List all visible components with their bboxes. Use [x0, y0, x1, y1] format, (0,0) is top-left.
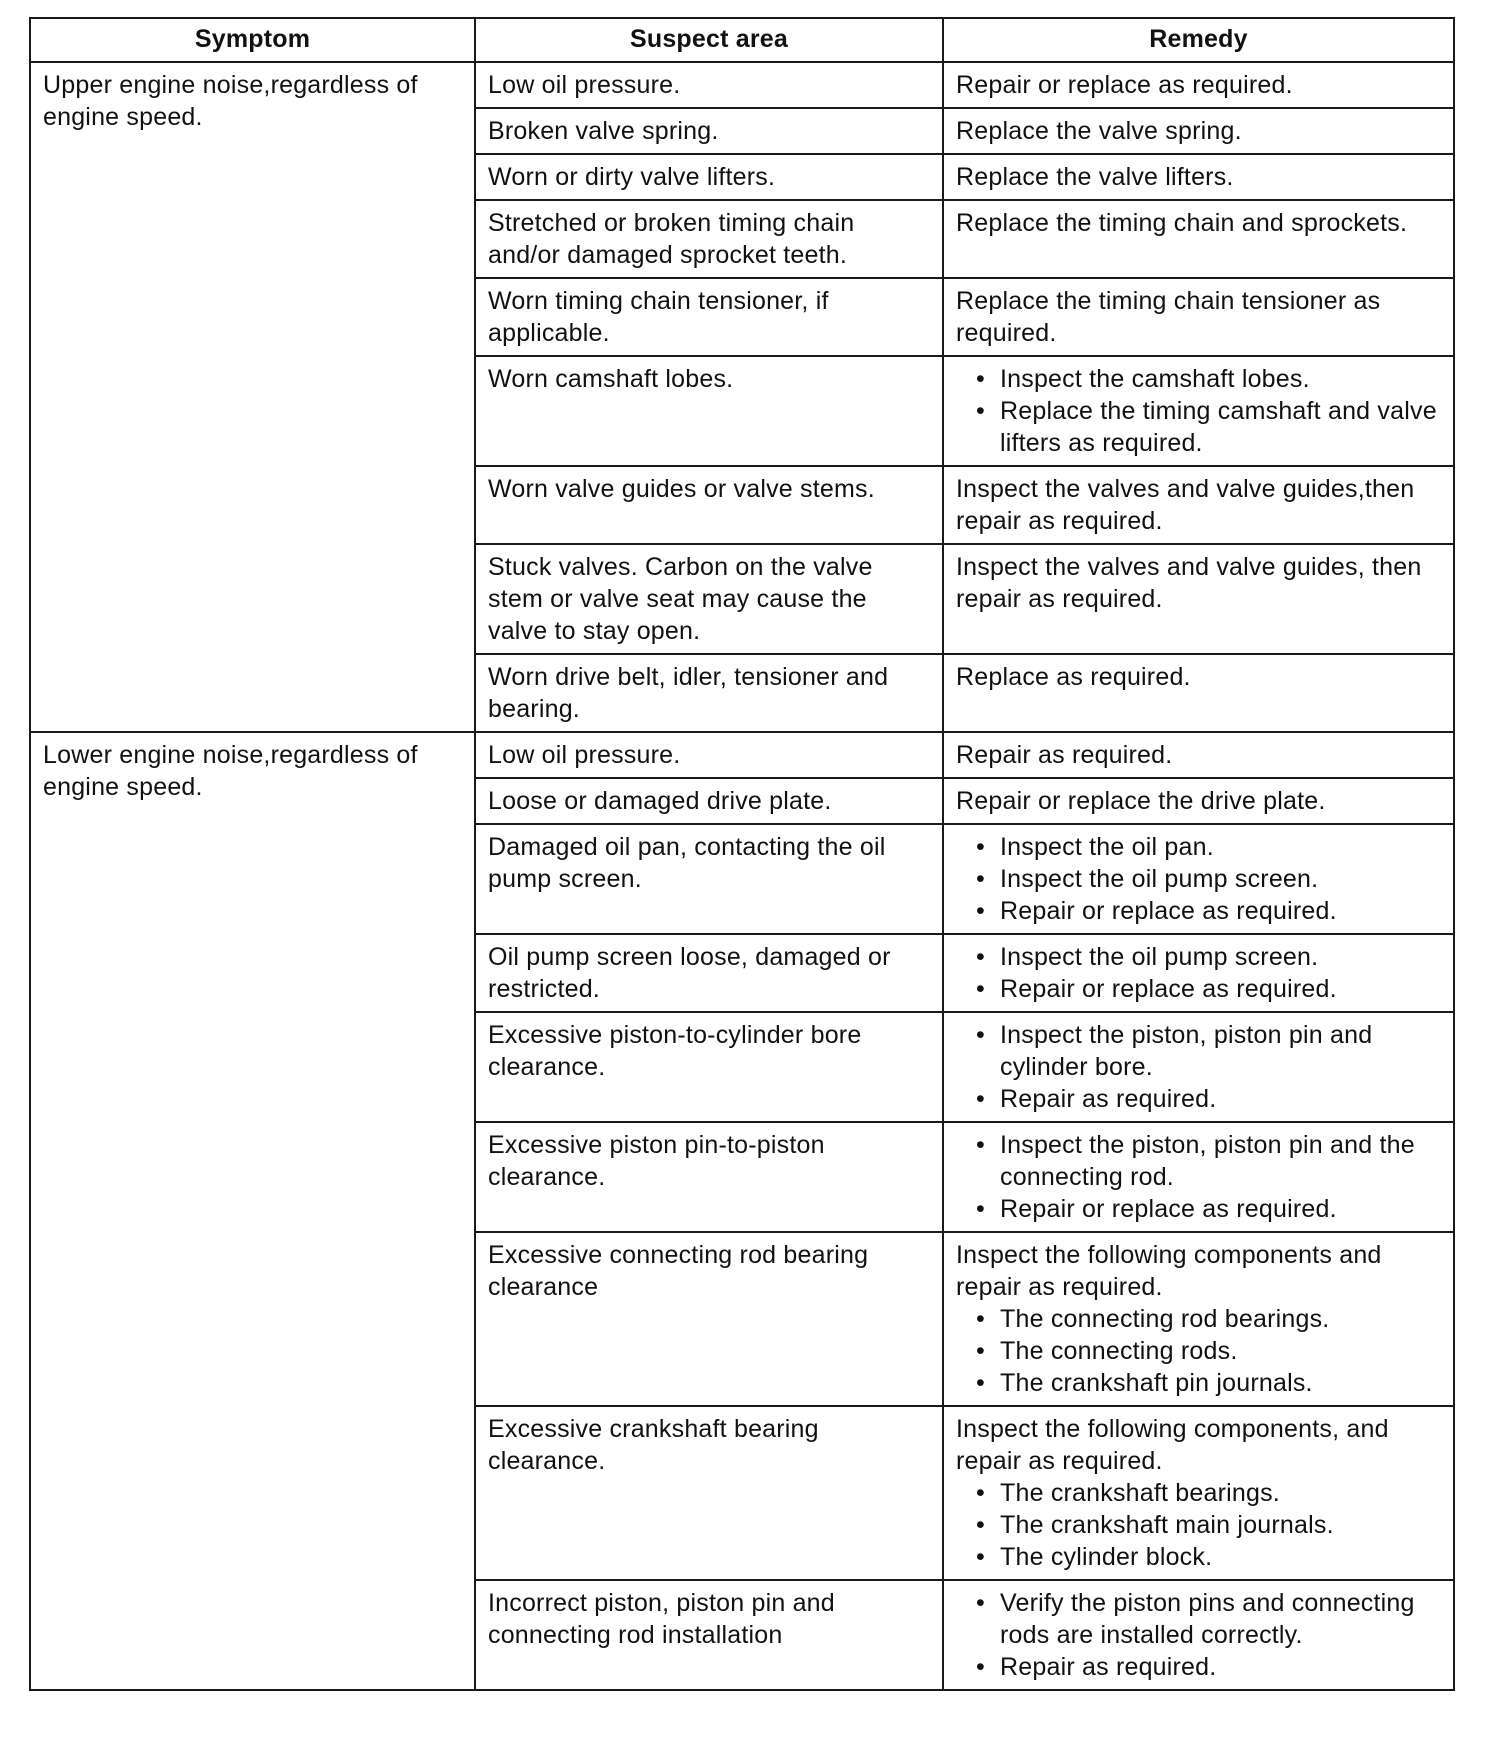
remedy-text: Replace the valve lifters.	[956, 163, 1234, 191]
bullet-icon: •	[976, 943, 985, 971]
remedy-bullet-text: The cylinder block.	[1000, 1543, 1213, 1571]
remedy-bullet-text: Repair as required.	[1000, 1653, 1217, 1681]
remedy-bullet-item	[972, 1587, 1441, 1651]
remedy-bullet-text: Inspect the oil pump screen.	[1000, 865, 1319, 893]
remedy-text: Repair or replace the drive plate.	[956, 787, 1326, 815]
remedy-bullet-item	[972, 1019, 1441, 1083]
bullet-icon: •	[976, 1131, 985, 1159]
bullet-icon: •	[976, 1085, 985, 1113]
remedy-text: Inspect the following components and repair as required.	[956, 1241, 1382, 1301]
symptom-cell: Upper engine noise,regardless of engine speed.	[30, 62, 475, 732]
remedy-bullet-text: Replace the timing camshaft and valve lifters as required.	[1000, 397, 1437, 457]
remedy-bullet-item	[972, 863, 1441, 895]
bullet-icon: •	[976, 1511, 985, 1539]
bullet-icon: •	[976, 897, 985, 925]
remedy-bullet-list	[956, 941, 1441, 1005]
remedy-cell	[943, 154, 1454, 200]
remedy-cell	[943, 200, 1454, 278]
bullet-icon: •	[976, 1195, 985, 1223]
suspect-area-cell: Excessive piston pin-to-piston clearance.	[475, 1122, 943, 1232]
suspect-area-cell: Worn timing chain tensioner, if applicable.	[475, 278, 943, 356]
symptom-cell: Lower engine noise,regardless of engine speed.	[30, 732, 475, 1690]
remedy-cell	[943, 1580, 1454, 1690]
remedy-bullet-item	[972, 1477, 1441, 1509]
remedy-bullet-item	[972, 831, 1441, 863]
remedy-bullet-text: Inspect the piston, piston pin and cylinder bore.	[1000, 1021, 1373, 1081]
remedy-cell	[943, 778, 1454, 824]
remedy-bullet-item	[972, 1335, 1441, 1367]
bullet-icon: •	[976, 1589, 985, 1617]
bullet-icon: •	[976, 1305, 985, 1333]
remedy-bullet-text: Verify the piston pins and connecting rods are installed correctly.	[1000, 1589, 1415, 1649]
suspect-area-cell: Excessive piston-to-cylinder bore clearance.	[475, 1012, 943, 1122]
remedy-bullet-list	[956, 1303, 1441, 1399]
remedy-bullet-list	[956, 363, 1441, 459]
remedy-bullet-item	[972, 1129, 1441, 1193]
suspect-area-cell: Worn valve guides or valve stems.	[475, 466, 943, 544]
remedy-bullet-list	[956, 1129, 1441, 1225]
remedy-cell	[943, 466, 1454, 544]
remedy-bullet-item	[972, 1367, 1441, 1399]
remedy-cell	[943, 824, 1454, 934]
remedy-bullet-text: Repair or replace as required.	[1000, 897, 1337, 925]
bullet-icon: •	[976, 1021, 985, 1049]
bullet-icon: •	[976, 365, 985, 393]
bullet-icon: •	[976, 1369, 985, 1397]
remedy-cell	[943, 544, 1454, 654]
remedy-bullet-item	[972, 941, 1441, 973]
header-remedy: Remedy	[943, 18, 1454, 62]
remedy-text: Inspect the valves and valve guides, then repair as required.	[956, 553, 1422, 613]
remedy-bullet-list	[956, 1019, 1441, 1115]
remedy-bullet-text: Inspect the oil pan.	[1000, 833, 1214, 861]
bullet-icon: •	[976, 397, 985, 425]
suspect-area-cell: Excessive connecting rod bearing clearance	[475, 1232, 943, 1406]
bullet-icon: •	[976, 1479, 985, 1507]
bullet-icon: •	[976, 1337, 985, 1365]
remedy-bullet-item	[972, 1541, 1441, 1573]
header-symptom: Symptom	[30, 18, 475, 62]
remedy-bullet-item	[972, 363, 1441, 395]
suspect-area-cell: Worn drive belt, idler, tensioner and bearing.	[475, 654, 943, 732]
remedy-bullet-text: The connecting rod bearings.	[1000, 1305, 1330, 1333]
bullet-icon: •	[976, 1543, 985, 1571]
remedy-bullet-text: The connecting rods.	[1000, 1337, 1238, 1365]
remedy-bullet-text: Repair or replace as required.	[1000, 975, 1337, 1003]
remedy-text: Replace as required.	[956, 663, 1191, 691]
remedy-bullet-item	[972, 1303, 1441, 1335]
remedy-bullet-item	[972, 973, 1441, 1005]
remedy-text: Inspect the valves and valve guides,then repair as required.	[956, 475, 1415, 535]
remedy-bullet-text: Repair or replace as required.	[1000, 1195, 1337, 1223]
remedy-bullet-list	[956, 1477, 1441, 1573]
remedy-text: Inspect the following components, and repair as required.	[956, 1415, 1389, 1475]
remedy-cell	[943, 108, 1454, 154]
remedy-cell	[943, 356, 1454, 466]
remedy-bullet-item	[972, 1193, 1441, 1225]
remedy-text: Replace the timing chain tensioner as required.	[956, 287, 1381, 347]
remedy-bullet-item	[972, 1651, 1441, 1683]
remedy-cell	[943, 1232, 1454, 1406]
remedy-bullet-list	[956, 831, 1441, 927]
remedy-cell	[943, 62, 1454, 108]
bullet-icon: •	[976, 833, 985, 861]
header-suspect-area: Suspect area	[475, 18, 943, 62]
remedy-bullet-item	[972, 1083, 1441, 1115]
suspect-area-cell: Broken valve spring.	[475, 108, 943, 154]
suspect-area-cell: Loose or damaged drive plate.	[475, 778, 943, 824]
remedy-bullet-text: Inspect the piston, piston pin and the connecting rod.	[1000, 1131, 1415, 1191]
suspect-area-cell: Oil pump screen loose, damaged or restricted.	[475, 934, 943, 1012]
remedy-bullet-item	[972, 1509, 1441, 1541]
header-row	[30, 18, 1454, 62]
suspect-area-cell: Worn or dirty valve lifters.	[475, 154, 943, 200]
bullet-icon: •	[976, 1653, 985, 1681]
remedy-cell	[943, 732, 1454, 778]
remedy-bullet-text: The crankshaft pin journals.	[1000, 1369, 1313, 1397]
remedy-bullet-item	[972, 395, 1441, 459]
suspect-area-cell: Worn camshaft lobes.	[475, 356, 943, 466]
suspect-area-cell: Excessive crankshaft bearing clearance.	[475, 1406, 943, 1580]
remedy-text: Repair as required.	[956, 741, 1173, 769]
suspect-area-cell: Low oil pressure.	[475, 62, 943, 108]
remedy-cell	[943, 1406, 1454, 1580]
suspect-area-cell: Stretched or broken timing chain and/or damaged sprocket teeth.	[475, 200, 943, 278]
remedy-cell	[943, 1012, 1454, 1122]
remedy-bullet-text: The crankshaft main journals.	[1000, 1511, 1334, 1539]
suspect-area-cell: Stuck valves. Carbon on the valve stem or valve seat may cause the valve to stay open.	[475, 544, 943, 654]
remedy-cell	[943, 934, 1454, 1012]
remedy-bullet-text: The crankshaft bearings.	[1000, 1479, 1280, 1507]
suspect-area-cell: Damaged oil pan, contacting the oil pump screen.	[475, 824, 943, 934]
remedy-bullet-text: Inspect the camshaft lobes.	[1000, 365, 1310, 393]
table-row	[30, 62, 1454, 108]
bullet-icon: •	[976, 865, 985, 893]
suspect-area-cell: Low oil pressure.	[475, 732, 943, 778]
bullet-icon: •	[976, 975, 985, 1003]
remedy-bullet-text: Repair as required.	[1000, 1085, 1217, 1113]
table-row	[30, 732, 1454, 778]
remedy-bullet-item	[972, 895, 1441, 927]
remedy-cell	[943, 1122, 1454, 1232]
remedy-text: Replace the valve spring.	[956, 117, 1242, 145]
table-body	[30, 62, 1454, 1690]
suspect-area-cell: Incorrect piston, piston pin and connecting rod installation	[475, 1580, 943, 1690]
remedy-cell	[943, 278, 1454, 356]
remedy-bullet-list	[956, 1587, 1441, 1683]
remedy-bullet-text: Inspect the oil pump screen.	[1000, 943, 1319, 971]
diagnosis-table	[29, 17, 1455, 1691]
remedy-text: Repair or replace as required.	[956, 71, 1293, 99]
remedy-cell	[943, 654, 1454, 732]
remedy-text: Replace the timing chain and sprockets.	[956, 209, 1408, 237]
